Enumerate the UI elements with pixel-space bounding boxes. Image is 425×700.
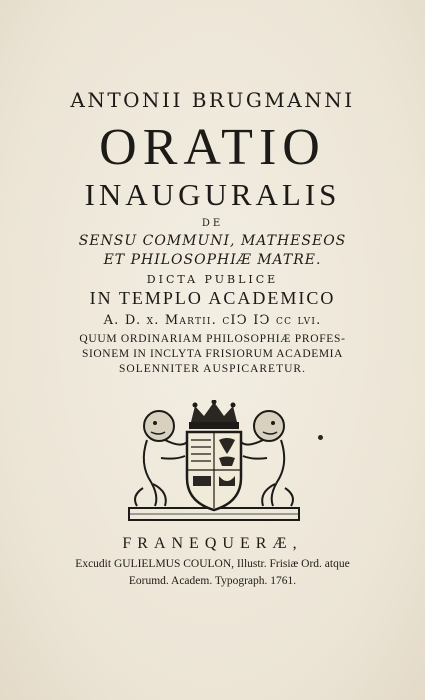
coat-of-arms-emblem <box>125 400 303 524</box>
imprint-place: FRANEQUERÆ, <box>122 535 303 552</box>
author-line: ANTONII BRUGMANNI <box>70 88 355 112</box>
subject-line-1: SENSU COMMUNI, MATHESEOS <box>78 233 347 249</box>
occasion-line-3: SOLENNITER AUSPICARETUR. <box>119 363 306 375</box>
title-sub: INAUGURALIS <box>84 177 341 212</box>
occasion-line-2: SIONEM IN INCLYTA FRISIORUM ACADEMIA <box>81 348 344 360</box>
de-line: DE <box>201 218 224 229</box>
date-line: A. D. x. Martii. cIↃ IↃ cc lvi. <box>103 313 322 328</box>
title-main: ORATIO <box>99 119 326 176</box>
imprint-line-2: Eorumd. Academ. Typograph. 1761. <box>128 575 297 587</box>
ink-speck <box>318 435 323 440</box>
venue-line: IN TEMPLO ACADEMICO <box>89 288 336 308</box>
dicta-line: DICTA PUBLICE <box>146 273 279 286</box>
occasion-line-1: QUUM ORDINARIAM PHILOSOPHIÆ PROFES- <box>79 333 346 345</box>
subject-line-2: ET PHILOSOPHIÆ MATRE. <box>103 252 322 268</box>
imprint-line-1: Excudit GULIELMUS COULON, Illustr. Frisiæ Ord. atque <box>75 558 350 570</box>
